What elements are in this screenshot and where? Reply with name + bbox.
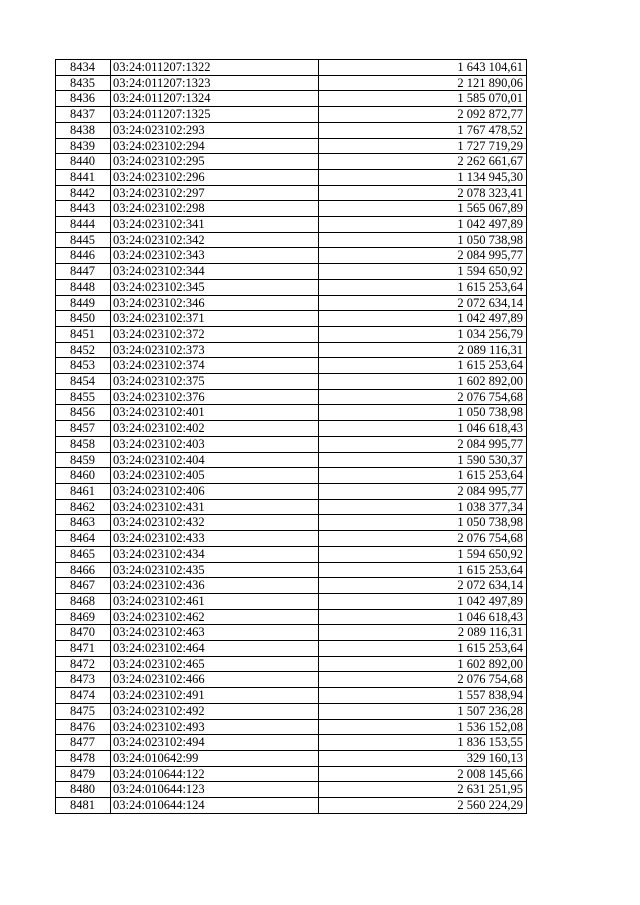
cadastral-number: 03:24:023102:294: [111, 138, 319, 154]
cadastral-value: 1 536 152,08: [319, 719, 527, 735]
cadastral-value: 1 836 153,55: [319, 735, 527, 751]
row-number: 8453: [56, 358, 111, 374]
cadastral-number: 03:24:010644:123: [111, 782, 319, 798]
cadastral-number: 03:24:023102:406: [111, 483, 319, 499]
table-row: [56, 672, 527, 688]
table-row: [56, 766, 527, 782]
table-row: [56, 232, 527, 248]
cadastral-value: 2 560 224,29: [319, 798, 527, 814]
cadastral-number: 03:24:023102:293: [111, 122, 319, 138]
row-number: 8452: [56, 342, 111, 358]
row-number: 8455: [56, 389, 111, 405]
row-number: 8462: [56, 499, 111, 515]
row-number: 8440: [56, 154, 111, 170]
cadastral-number: 03:24:023102:463: [111, 625, 319, 641]
row-number: 8468: [56, 593, 111, 609]
table-row: [56, 515, 527, 531]
row-number: 8442: [56, 185, 111, 201]
cadastral-number: 03:24:023102:344: [111, 264, 319, 280]
table-row: [56, 483, 527, 499]
table-row: [56, 719, 527, 735]
cadastral-number: 03:24:023102:433: [111, 531, 319, 547]
cadastral-number: 03:24:023102:435: [111, 562, 319, 578]
row-number: 8460: [56, 468, 111, 484]
row-number: 8456: [56, 405, 111, 421]
row-number: 8438: [56, 122, 111, 138]
cadastral-number: 03:24:023102:298: [111, 201, 319, 217]
row-number: 8475: [56, 703, 111, 719]
table-row: [56, 735, 527, 751]
row-number: 8465: [56, 546, 111, 562]
cadastral-value: 2 121 890,06: [319, 75, 527, 91]
table-row: [56, 468, 527, 484]
cadastral-value: 2 008 145,66: [319, 766, 527, 782]
row-number: 8467: [56, 578, 111, 594]
cadastral-number: 03:24:023102:373: [111, 342, 319, 358]
cadastral-value: 2 076 754,68: [319, 672, 527, 688]
row-number: 8441: [56, 169, 111, 185]
table-row: [56, 609, 527, 625]
table-row: [56, 248, 527, 264]
cadastral-value: 2 084 995,77: [319, 483, 527, 499]
cadastral-number: 03:24:023102:434: [111, 546, 319, 562]
cadastral-number: 03:24:011207:1322: [111, 60, 319, 76]
row-number: 8472: [56, 656, 111, 672]
table-row: [56, 578, 527, 594]
table-row: [56, 185, 527, 201]
cadastral-number: 03:24:023102:466: [111, 672, 319, 688]
cadastral-number: 03:24:010644:122: [111, 766, 319, 782]
cadastral-number: 03:24:023102:492: [111, 703, 319, 719]
row-number: 8450: [56, 311, 111, 327]
cadastral-value: 1 134 945,30: [319, 169, 527, 185]
cadastral-number: 03:24:023102:341: [111, 217, 319, 233]
cadastral-number: 03:24:023102:374: [111, 358, 319, 374]
table-row: [56, 122, 527, 138]
row-number: 8437: [56, 107, 111, 123]
cadastral-value: 1 042 497,89: [319, 217, 527, 233]
row-number: 8464: [56, 531, 111, 547]
row-number: 8463: [56, 515, 111, 531]
cadastral-number: 03:24:023102:376: [111, 389, 319, 405]
table-row: [56, 421, 527, 437]
cadastral-number: 03:24:023102:491: [111, 688, 319, 704]
row-number: 8454: [56, 374, 111, 390]
cadastral-value: 1 046 618,43: [319, 421, 527, 437]
row-number: 8458: [56, 436, 111, 452]
row-number: 8444: [56, 217, 111, 233]
cadastral-value: 1 594 650,92: [319, 264, 527, 280]
cadastral-value: 1 767 478,52: [319, 122, 527, 138]
table-row: [56, 546, 527, 562]
cadastral-value: 1 046 618,43: [319, 609, 527, 625]
row-number: 8469: [56, 609, 111, 625]
table-row: [56, 688, 527, 704]
cadastral-number: 03:24:023102:297: [111, 185, 319, 201]
table-row: [56, 452, 527, 468]
cadastral-value: 2 262 661,67: [319, 154, 527, 170]
row-number: 8451: [56, 326, 111, 342]
cadastral-number: 03:24:011207:1324: [111, 91, 319, 107]
cadastral-value: 2 084 995,77: [319, 436, 527, 452]
cadastral-value: 1 042 497,89: [319, 593, 527, 609]
table-row: [56, 436, 527, 452]
table-row: [56, 154, 527, 170]
table-row: [56, 311, 527, 327]
row-number: 8473: [56, 672, 111, 688]
row-number: 8449: [56, 295, 111, 311]
cadastral-value: 2 089 116,31: [319, 342, 527, 358]
cadastral-number: 03:24:023102:436: [111, 578, 319, 594]
cadastral-number: 03:24:023102:431: [111, 499, 319, 515]
row-number: 8470: [56, 625, 111, 641]
cadastral-number: 03:24:023102:372: [111, 326, 319, 342]
row-number: 8477: [56, 735, 111, 751]
table-row: [56, 217, 527, 233]
row-number: 8479: [56, 766, 111, 782]
cadastral-number: 03:24:023102:345: [111, 279, 319, 295]
row-number: 8436: [56, 91, 111, 107]
cadastral-value: 2 092 872,77: [319, 107, 527, 123]
table-row: [56, 782, 527, 798]
cadastral-value: 1 557 838,94: [319, 688, 527, 704]
cadastral-value: 1 050 738,98: [319, 232, 527, 248]
table-row: [56, 703, 527, 719]
cadastral-value: 1 042 497,89: [319, 311, 527, 327]
table-row: [56, 798, 527, 814]
row-number: 8478: [56, 750, 111, 766]
table-row: [56, 750, 527, 766]
cadastral-value: 2 076 754,68: [319, 531, 527, 547]
table-row: [56, 625, 527, 641]
table-row: [56, 91, 527, 107]
cadastral-number: 03:24:023102:432: [111, 515, 319, 531]
cadastral-value: 1 643 104,61: [319, 60, 527, 76]
row-number: 8434: [56, 60, 111, 76]
cadastral-number: 03:24:023102:343: [111, 248, 319, 264]
table-body: [56, 60, 527, 814]
table-row: [56, 342, 527, 358]
cadastral-number: 03:24:023102:493: [111, 719, 319, 735]
row-number: 8480: [56, 782, 111, 798]
cadastral-value: 2 072 634,14: [319, 295, 527, 311]
cadastral-value: 1 050 738,98: [319, 515, 527, 531]
cadastral-value: 2 084 995,77: [319, 248, 527, 264]
row-number: 8448: [56, 279, 111, 295]
row-number: 8466: [56, 562, 111, 578]
cadastral-value-table: [55, 59, 527, 814]
cadastral-number: 03:24:011207:1325: [111, 107, 319, 123]
cadastral-number: 03:24:023102:494: [111, 735, 319, 751]
row-number: 8443: [56, 201, 111, 217]
cadastral-number: 03:24:011207:1323: [111, 75, 319, 91]
cadastral-value: 1 594 650,92: [319, 546, 527, 562]
cadastral-value: 329 160,13: [319, 750, 527, 766]
cadastral-value: 1 585 070,01: [319, 91, 527, 107]
table-row: [56, 295, 527, 311]
cadastral-value: 1 034 256,79: [319, 326, 527, 342]
cadastral-value: 1 615 253,64: [319, 279, 527, 295]
row-number: 8447: [56, 264, 111, 280]
cadastral-value: 2 076 754,68: [319, 389, 527, 405]
cadastral-value: 1 602 892,00: [319, 374, 527, 390]
cadastral-value: 1 602 892,00: [319, 656, 527, 672]
cadastral-value: 1 565 067,89: [319, 201, 527, 217]
row-number: 8446: [56, 248, 111, 264]
row-number: 8459: [56, 452, 111, 468]
cadastral-number: 03:24:023102:346: [111, 295, 319, 311]
cadastral-value: 1 615 253,64: [319, 358, 527, 374]
cadastral-value: 1 590 530,37: [319, 452, 527, 468]
cadastral-value: 2 072 634,14: [319, 578, 527, 594]
cadastral-number: 03:24:023102:405: [111, 468, 319, 484]
cadastral-value: 1 615 253,64: [319, 468, 527, 484]
table-row: [56, 405, 527, 421]
cadastral-number: 03:24:010642:99: [111, 750, 319, 766]
table-row: [56, 169, 527, 185]
row-number: 8439: [56, 138, 111, 154]
cadastral-number: 03:24:023102:462: [111, 609, 319, 625]
row-number: 8457: [56, 421, 111, 437]
cadastral-value: 1 050 738,98: [319, 405, 527, 421]
cadastral-number: 03:24:023102:375: [111, 374, 319, 390]
table-row: [56, 593, 527, 609]
cadastral-value: 1 038 377,34: [319, 499, 527, 515]
table-row: [56, 641, 527, 657]
cadastral-number: 03:24:023102:371: [111, 311, 319, 327]
cadastral-value: 1 727 719,29: [319, 138, 527, 154]
row-number: 8461: [56, 483, 111, 499]
table-row: [56, 531, 527, 547]
table-row: [56, 656, 527, 672]
cadastral-number: 03:24:023102:342: [111, 232, 319, 248]
cadastral-value: 1 507 236,28: [319, 703, 527, 719]
cadastral-value: 1 615 253,64: [319, 562, 527, 578]
table-row: [56, 138, 527, 154]
table-row: [56, 326, 527, 342]
cadastral-number: 03:24:023102:404: [111, 452, 319, 468]
row-number: 8476: [56, 719, 111, 735]
table-row: [56, 279, 527, 295]
row-number: 8474: [56, 688, 111, 704]
table-row: [56, 201, 527, 217]
cadastral-number: 03:24:010644:124: [111, 798, 319, 814]
row-number: 8471: [56, 641, 111, 657]
row-number: 8481: [56, 798, 111, 814]
table-row: [56, 75, 527, 91]
cadastral-number: 03:24:023102:401: [111, 405, 319, 421]
cadastral-number: 03:24:023102:296: [111, 169, 319, 185]
row-number: 8435: [56, 75, 111, 91]
table-row: [56, 358, 527, 374]
cadastral-number: 03:24:023102:403: [111, 436, 319, 452]
cadastral-value: 2 631 251,95: [319, 782, 527, 798]
cadastral-number: 03:24:023102:465: [111, 656, 319, 672]
table-row: [56, 374, 527, 390]
cadastral-value: 2 089 116,31: [319, 625, 527, 641]
table-row: [56, 389, 527, 405]
cadastral-value: 1 615 253,64: [319, 641, 527, 657]
cadastral-value: 2 078 323,41: [319, 185, 527, 201]
cadastral-number: 03:24:023102:402: [111, 421, 319, 437]
table-row: [56, 264, 527, 280]
row-number: 8445: [56, 232, 111, 248]
table-row: [56, 562, 527, 578]
table-row: [56, 60, 527, 76]
table-row: [56, 499, 527, 515]
cadastral-number: 03:24:023102:461: [111, 593, 319, 609]
cadastral-number: 03:24:023102:295: [111, 154, 319, 170]
cadastral-number: 03:24:023102:464: [111, 641, 319, 657]
table-row: [56, 107, 527, 123]
